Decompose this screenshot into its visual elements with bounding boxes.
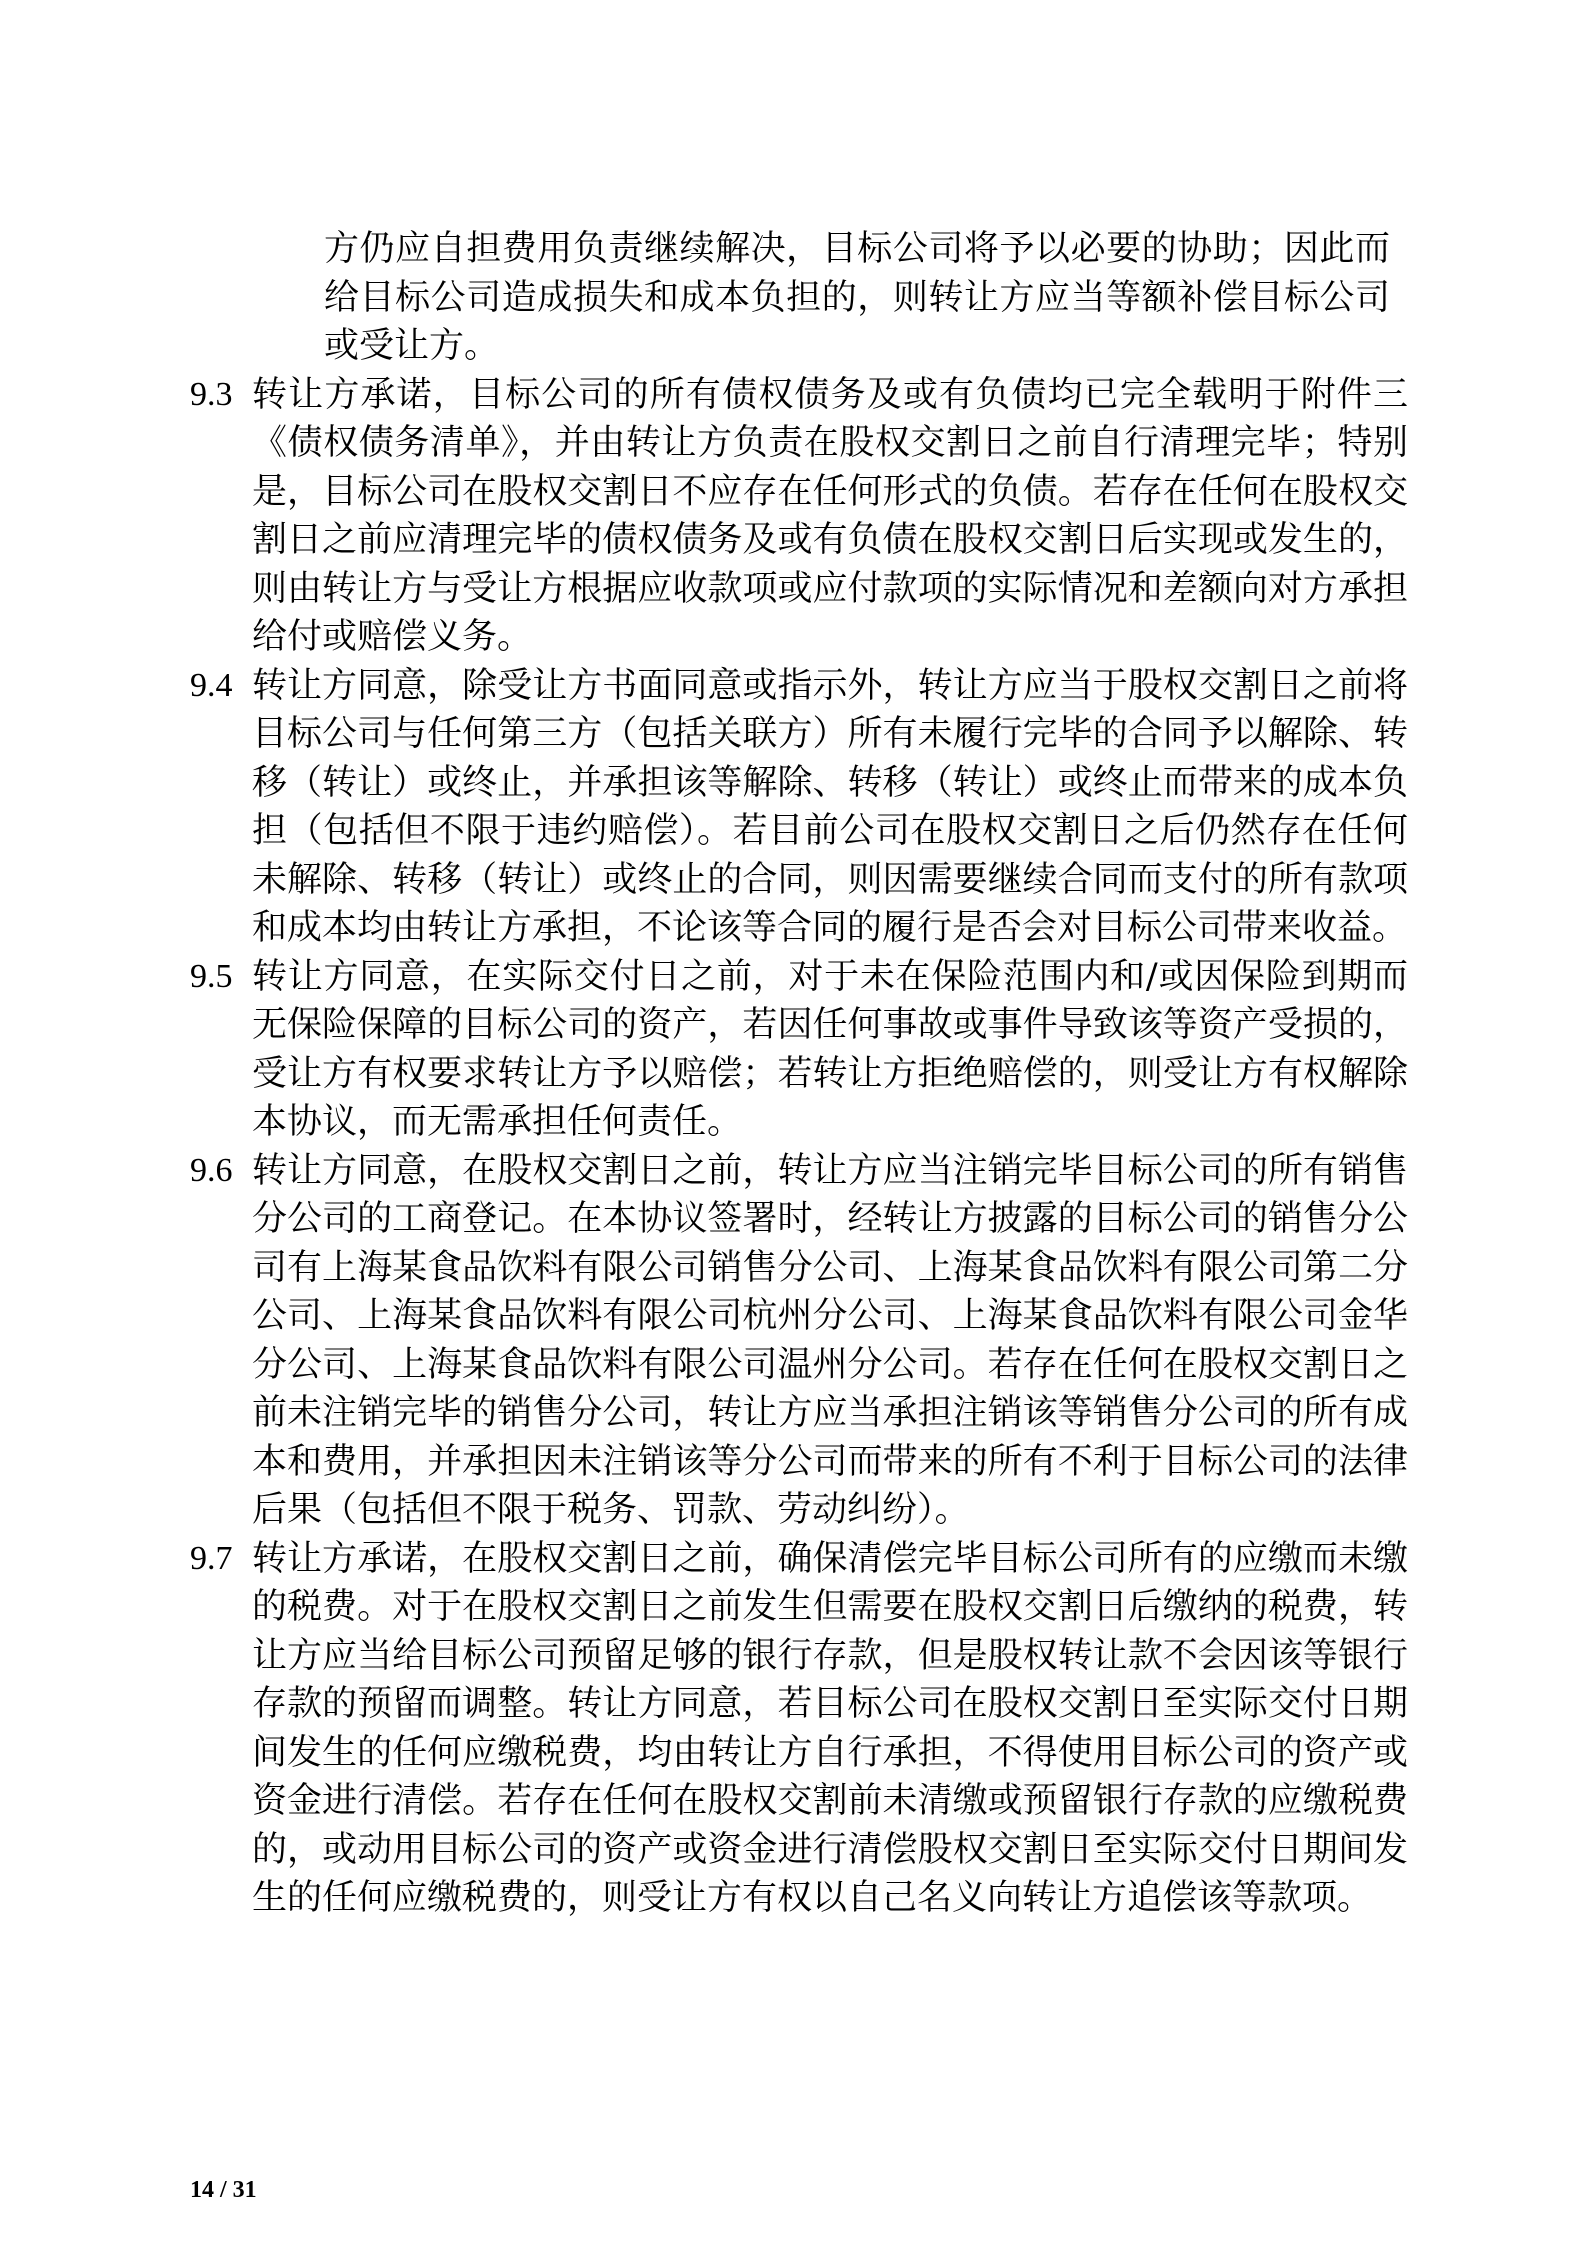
clause-number: 9.3 [190,375,233,413]
page-number: 14 / 31 [190,2177,257,2203]
continuation-paragraph: 方仍应自担费用负责继续解决，目标公司将予以必要的协助；因此而给目标公司造成损失和成本负担的，则转让方应当等额补偿目标公司或受让方。 [324,229,1390,366]
clause-text: 转让方承诺，目标公司的所有债权债务及或有负债均已完全载明于附件三《债权债务清单》，并由转让方负责在股权交割日之前自行清理完毕；特别是，目标公司在股权交割日不应存在任何形式的负债。若存在任何在股权交割日之前应清理完毕的债权债务及或有负债在股权交割日后实现或发生的，则由转让方与受让方根据应收款项或应付款项的实际情况和差额向对方承担给付或赔偿义务。 [252,374,1408,657]
clause-9-7 [190,1535,1408,1923]
clause-text: 转让方同意，在实际交付日之前，对于未在保险范围内和/或因保险到期而无保险保障的目标公司的资产，若因任何事故或事件导致该等资产受损的，受让方有权要求转让方予以赔偿；若转让方拒绝赔偿的，则受让方有权解除本协议，而无需承担任何责任。 [252,956,1408,1142]
clause-number: 9.5 [190,957,233,995]
clause-text: 转让方同意，除受让方书面同意或指示外，转让方应当于股权交割日之前将目标公司与任何第三方（包括关联方）所有未履行完毕的合同予以解除、转移（转让）或终止，并承担该等解除、转移（转让）或终止而带来的成本负担（包括但不限于违约赔偿）。若目前公司在股权交割日之后仍然存在任何未解除、转移（转让）或终止的合同，则因需要继续合同而支付的所有款项和成本均由转让方承担，不论该等合同的履行是否会对目标公司带来收益。 [252,665,1408,948]
clause-text: 转让方承诺，在股权交割日之前，确保清偿完毕目标公司所有的应缴而未缴的税费。对于在股权交割日之前发生但需要在股权交割日后缴纳的税费，转让方应当给目标公司预留足够的银行存款，但是股权转让款不会因该等银行存款的预留而调整。转让方同意，若目标公司在股权交割日至实际交付日期间发生的任何应缴税费，均由转让方自行承担，不得使用目标公司的资产或资金进行清偿。若存在任何在股权交割前未清缴或预留银行存款的应缴税费的，或动用目标公司的资产或资金进行清偿股权交割日至实际交付日期间发生的任何应缴税费的，则受让方有权以自己名义向转让方追偿该等款项。 [252,1538,1408,1918]
clause-9-3 [190,371,1408,662]
clause-9-5 [190,953,1408,1147]
clause-number: 9.7 [190,1539,233,1577]
clause-text: 转让方同意，在股权交割日之前，转让方应当注销完毕目标公司的所有销售分公司的工商登记。在本协议签署时，经转让方披露的目标公司的销售分公司有上海某食品饮料有限公司销售分公司、上海某食品饮料有限公司第二分公司、上海某食品饮料有限公司杭州分公司、上海某食品饮料有限公司金华分公司、上海某食品饮料有限公司温州分公司。若存在任何在股权交割日之前未注销完毕的销售分公司，转让方应当承担注销该等销售分公司的所有成本和费用，并承担因未注销该等分公司而带来的所有不利于目标公司的法律后果（包括但不限于税务、罚款、劳动纠纷）。 [252,1150,1408,1530]
clause-9-4 [190,662,1408,953]
clause-number: 9.6 [190,1151,233,1189]
document-body [190,190,1410,1923]
clause-number: 9.4 [190,666,233,704]
clause-9-6 [190,1147,1408,1535]
